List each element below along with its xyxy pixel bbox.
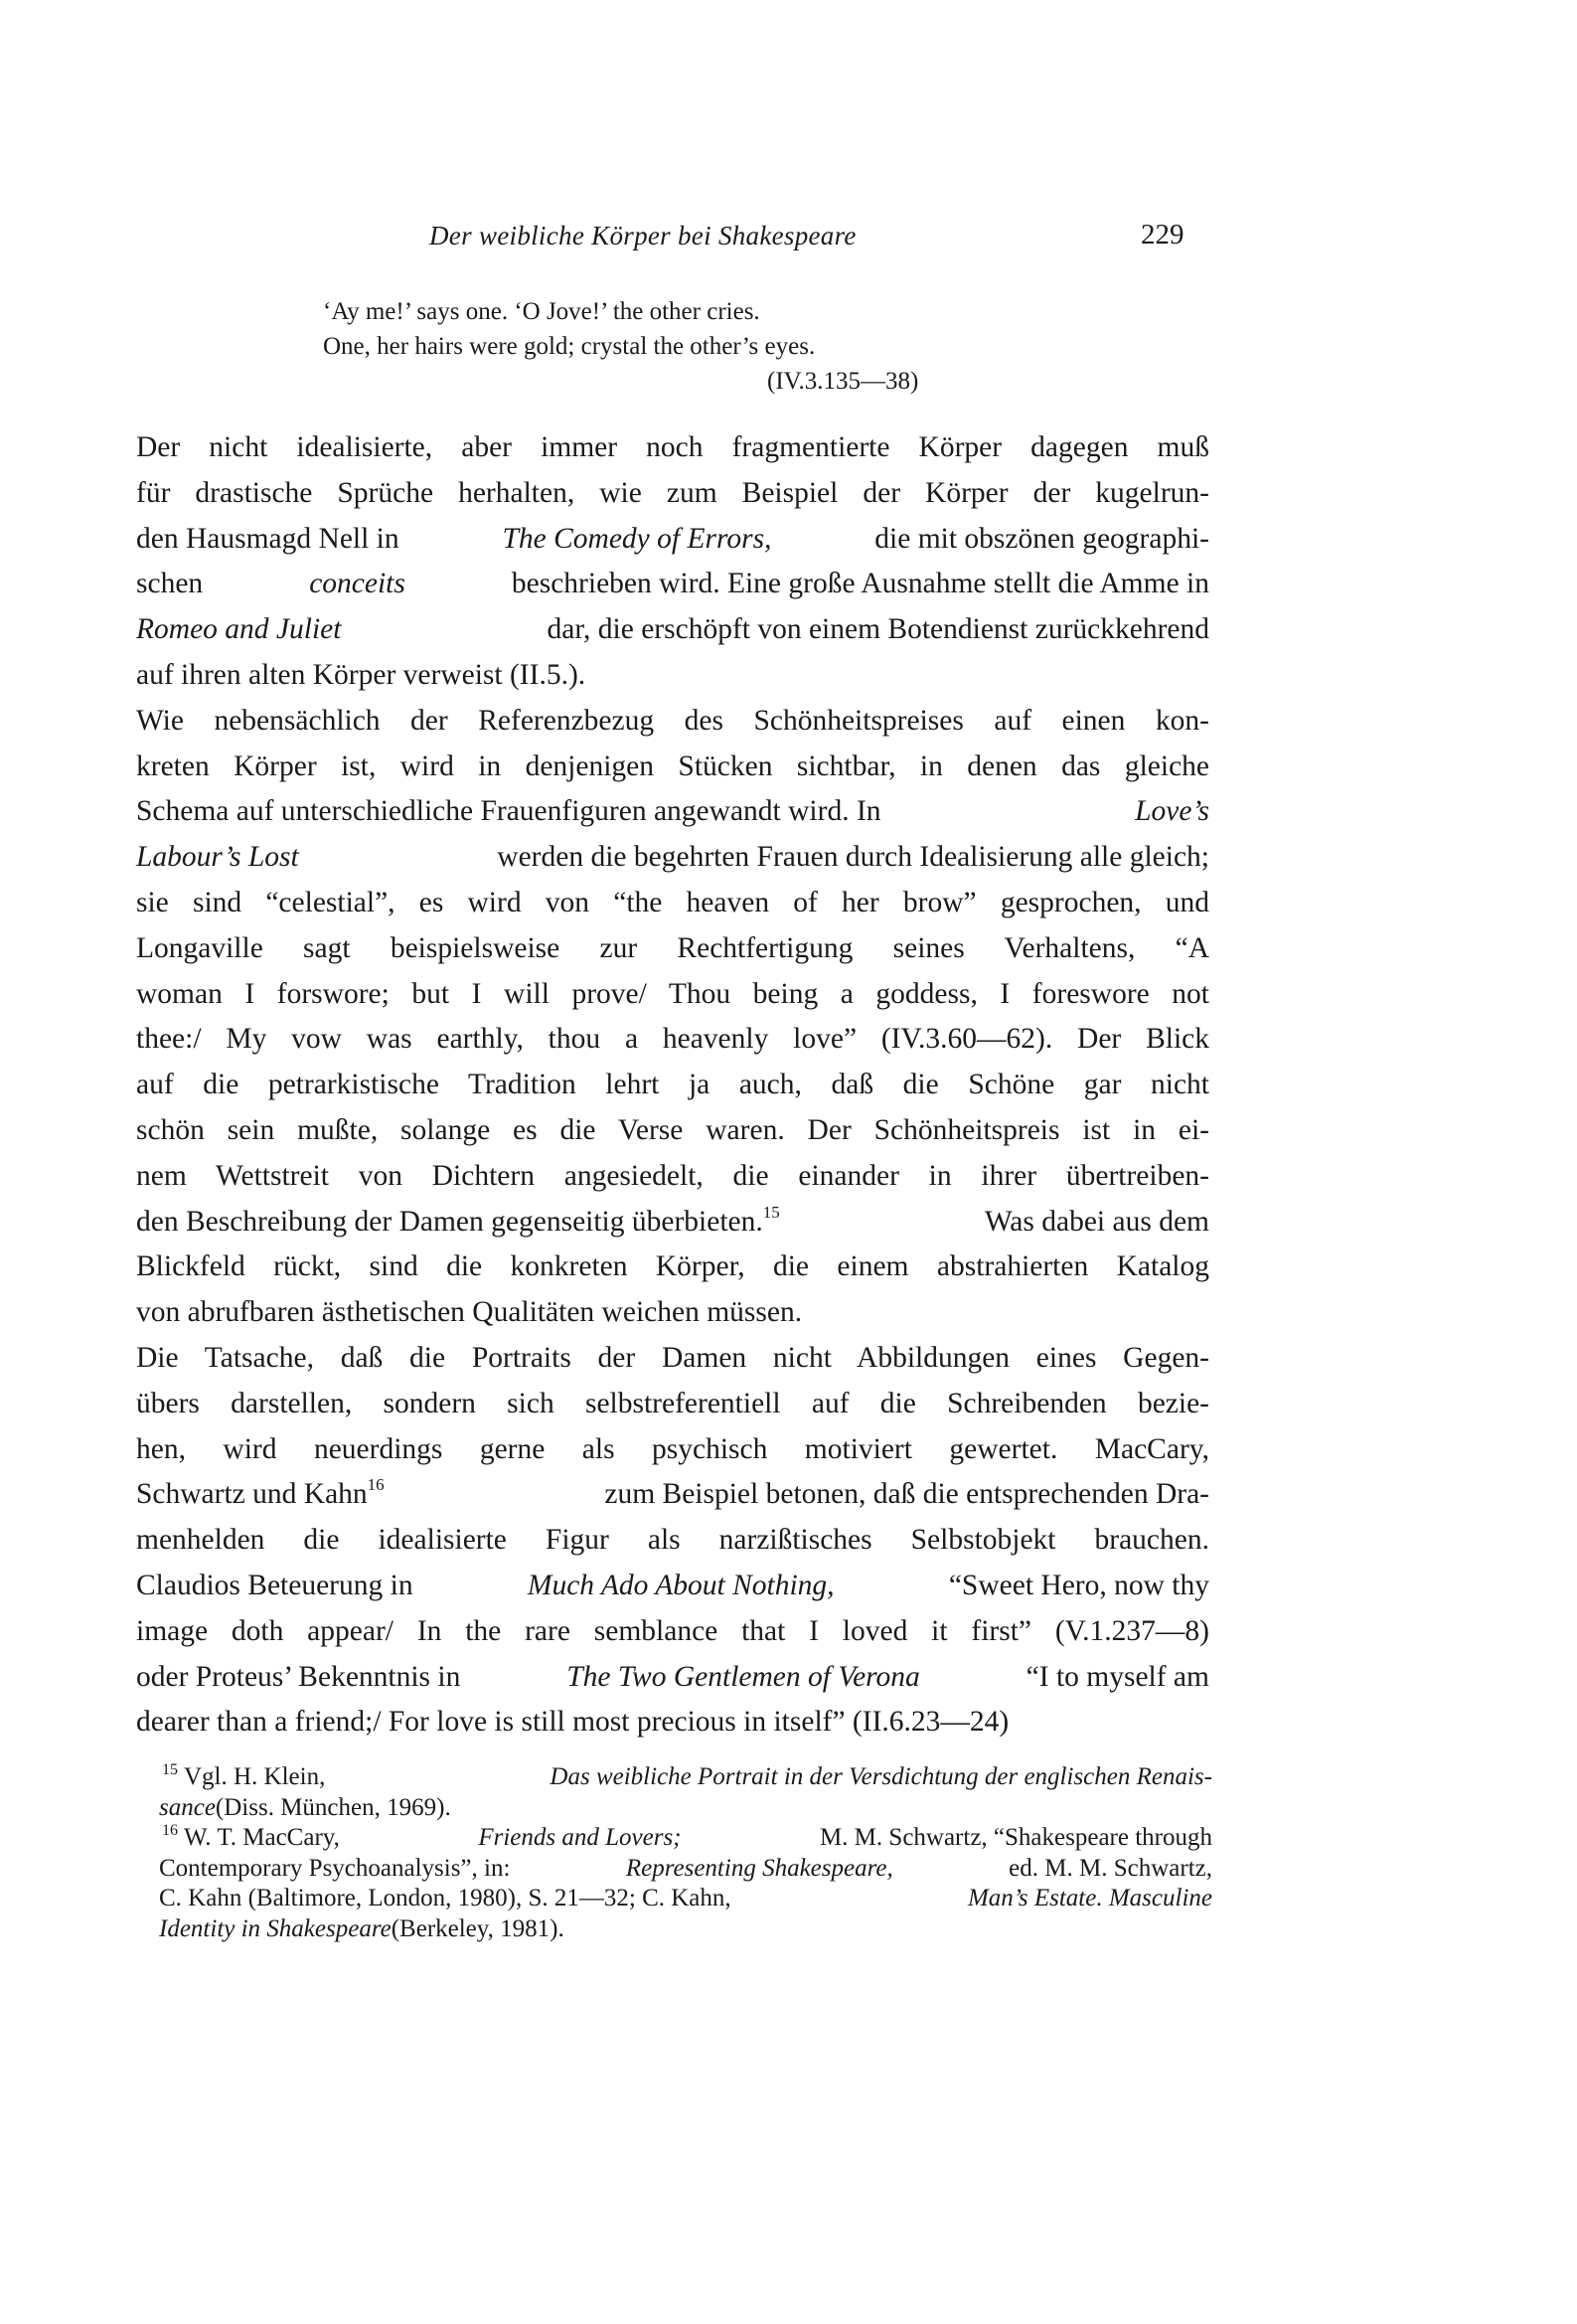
text-line: Die Tatsache, daß die Portraits der Damen nicht Abbildungen eines Gegen- [136, 1341, 1209, 1374]
footnote-number: 15 [162, 1761, 178, 1778]
text-line [159, 1762, 1212, 1793]
footnotes [159, 1762, 1212, 1944]
text-line: sie sind “celestial”, es wird von “the heaven of her brow” gesprochen, und [136, 886, 1209, 918]
text-run: ed. M. M. Schwartz, [1009, 1854, 1212, 1882]
work-title: The Comedy of Errors, [502, 522, 772, 555]
text-run [136, 1472, 385, 1518]
text-line: Longaville sagt beispielsweise zur Rechtfertigung seines Verhaltens, “A [136, 931, 1209, 964]
text-line [136, 562, 1209, 607]
footnote-15 [159, 1762, 1212, 1823]
text-line: thee:/ My vow was earthly, thou a heavenly love” (IV.3.60—62). Der Blick [136, 1023, 1209, 1056]
work-title: Labour’s Lost [136, 841, 299, 874]
text-line: von abrufbaren ästhetischen Qualitäten weichen müssen. [136, 1296, 803, 1329]
text-line: auf die petrarkistische Tradition lehrt ja auch, daß die Schöne gar nicht [136, 1069, 1209, 1101]
body-text [136, 425, 1209, 1745]
text-line [136, 1655, 1209, 1701]
footnote-16 [159, 1823, 1212, 1944]
text-line [159, 1823, 1212, 1854]
verse-line: ‘Ay me!’ says one. ‘O Jove!’ the other cries. [323, 298, 760, 325]
verse-reference: (IV.3.135—38) [767, 368, 919, 395]
text-run [162, 1762, 325, 1793]
text-run: Vgl. H. Klein, [184, 1763, 326, 1790]
text-run: M. M. Schwartz, “Shakespeare through [819, 1824, 1212, 1851]
text-run: C. Kahn (Baltimore, London, 1980), S. 21—32; C. Kahn, [159, 1885, 731, 1911]
text-line [159, 1914, 1212, 1945]
text-run: den Hausmagd Nell in [136, 522, 399, 555]
text-run: Contemporary Psychoanalysis”, in: [159, 1854, 511, 1882]
text-run: Was dabei aus dem [984, 1205, 1209, 1238]
paragraph [136, 699, 1209, 1336]
text-line: auf ihren alten Körper verweist (II.5.). [136, 658, 586, 691]
paragraph [136, 1336, 1209, 1745]
verse-line: One, her hairs were gold; crystal the other’s eyes. [323, 333, 816, 360]
verse-quotation [323, 294, 1118, 399]
work-title: Identity in Shakespeare [159, 1914, 392, 1942]
text-run: W. T. MacCary, [184, 1824, 340, 1851]
text-line: Der nicht idealisierte, aber immer noch fragmentierte Körper dagegen muß [136, 431, 1209, 463]
text-run: schen [136, 568, 204, 600]
text-run [136, 1200, 780, 1245]
work-title: sance [159, 1793, 216, 1821]
footnote-number: 16 [162, 1822, 178, 1839]
text-run [162, 1823, 340, 1854]
text-line: für drastische Sprüche herhalten, wie zum Beispiel der Körper der kugelrun- [136, 476, 1209, 509]
paragraph [136, 425, 1209, 699]
text-line: dearer than a friend;/ For love is still most precious in itself” (II.6.23—24) [136, 1706, 1010, 1739]
work-title: Representing Shakespeare, [625, 1854, 893, 1882]
text-run: oder Proteus’ Bekenntnis in [136, 1660, 461, 1693]
page-number: 229 [1141, 219, 1184, 250]
text-run: Schwartz und Kahn [136, 1478, 368, 1511]
text-run: den Beschreibung der Damen gegenseitig überbieten. [136, 1205, 763, 1238]
text-line: schön sein mußte, solange es die Verse waren. Der Schönheitspreis ist in ei- [136, 1113, 1209, 1146]
text-line: hen, wird neuerdings gerne als psychisch motiviert gewertet. MacCary, [136, 1432, 1209, 1465]
work-title: Romeo and Juliet [136, 613, 342, 646]
text-line [159, 1793, 1212, 1824]
text-line: image doth appear/ In the rare semblance that I loved it first” (V.1.237—8) [136, 1614, 1209, 1647]
text-run: (Berkeley, 1981). [391, 1914, 564, 1942]
text-line: menhelden die idealisierte Figur als narzißtisches Selbstobjekt brauchen. [136, 1524, 1209, 1557]
text-line [136, 1200, 1209, 1245]
text-line [136, 517, 1209, 563]
work-title: Love’s [1135, 795, 1209, 828]
text-line [136, 607, 1209, 653]
text-run: dar, die erschöpft von einem Botendienst zurückkehrend [547, 613, 1209, 646]
text-line [159, 1884, 1212, 1914]
text-line: Wie nebensächlich der Referenzbezug des Schönheitspreises auf einen kon- [136, 704, 1209, 737]
text-line: nem Wettstreit von Dichtern angesiedelt, die einander in ihrer übertreiben- [136, 1159, 1209, 1192]
work-title: Much Ado About Nothing, [527, 1569, 835, 1601]
work-title: Friends and Lovers; [478, 1824, 682, 1851]
text-run: (Diss. München, 1969). [215, 1793, 451, 1821]
emphasis: conceits [309, 568, 405, 600]
text-line [159, 1854, 1212, 1885]
text-line [136, 1564, 1209, 1609]
running-title: Der weibliche Körper bei Shakespeare [429, 221, 857, 250]
text-run: die mit obszönen geographi- [874, 522, 1209, 555]
work-title: Man’s Estate. Masculine [967, 1885, 1212, 1911]
text-line: kreten Körper ist, wird in denjenigen Stücken sichtbar, in denen das gleiche [136, 749, 1209, 782]
text-line: Blickfeld rückt, sind die konkreten Körper, die einem abstrahierten Katalog [136, 1250, 1209, 1283]
text-run: werden die begehrten Frauen durch Idealisierung alle gleich; [497, 841, 1209, 874]
text-run: “I to myself am [1025, 1660, 1209, 1693]
text-line: woman I forswore; but I will prove/ Thou being a goddess, I foreswore not [136, 977, 1209, 1010]
text-run: Schema auf unterschiedliche Frauenfiguren angewandt wird. In [136, 795, 881, 828]
text-run: beschrieben wird. Eine große Ausnahme stellt die Amme in [511, 568, 1209, 600]
work-title: Das weibliche Portrait in der Versdichtung der englischen Renais- [550, 1763, 1212, 1790]
text-run: Claudios Beteuerung in [136, 1569, 413, 1601]
work-title: The Two Gentlemen of Verona [566, 1660, 920, 1693]
text-run: “Sweet Hero, now thy [948, 1569, 1209, 1601]
footnote-ref: 16 [367, 1475, 385, 1495]
text-line [136, 835, 1209, 881]
text-run: zum Beispiel betonen, daß die entsprechenden Dra- [604, 1478, 1209, 1511]
text-line [136, 789, 1209, 835]
footnote-ref: 15 [762, 1202, 780, 1222]
text-line: übers darstellen, sondern sich selbstreferentiell auf die Schreibenden bezie- [136, 1387, 1209, 1419]
text-line [136, 1472, 1209, 1518]
